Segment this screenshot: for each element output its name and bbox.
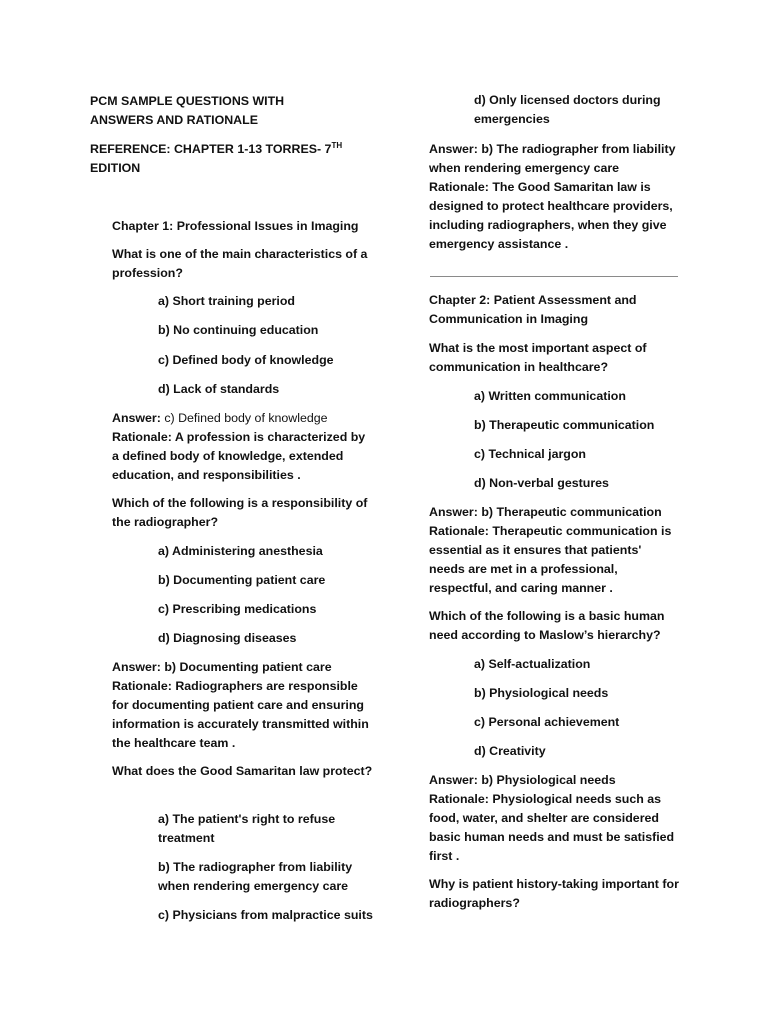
question-text: Why is patient history-taking important for radiographers? bbox=[429, 877, 679, 910]
option-a: a) Administering anesthesia bbox=[158, 544, 323, 558]
option-a: a) The patient's right to refuse treatment bbox=[158, 812, 336, 845]
option-a: a) Self-actualization bbox=[474, 657, 591, 671]
rationale-text: Rationale: Physiological needs such as food, water, and shelter are considered basic human needs and must be satisfied first . bbox=[429, 792, 675, 863]
option-c: c) Physicians from malpractice suits bbox=[158, 908, 373, 922]
question-text: What is the most important aspect of communication in healthcare? bbox=[429, 341, 647, 374]
option-c: c) Technical jargon bbox=[474, 447, 586, 461]
answer-line bbox=[112, 409, 374, 428]
option-c: c) Personal achievement bbox=[474, 715, 620, 729]
option-c: c) Prescribing medications bbox=[158, 602, 317, 616]
question-text: What is one of the main characteristics of a profession? bbox=[112, 247, 368, 280]
rationale-text: Rationale: The Good Samaritan law is designed to protect healthcare providers, including radiographers, when they give emergency assistance . bbox=[429, 180, 673, 251]
reference-suffix: EDITION bbox=[90, 161, 141, 175]
option-c: c) Defined body of knowledge bbox=[158, 353, 334, 367]
option-d: d) Only licensed doctors during emergencies bbox=[474, 93, 661, 126]
answer-line: Answer: b) Documenting patient care bbox=[112, 660, 332, 674]
option-a: a) Written communication bbox=[474, 389, 626, 403]
rationale-text: Rationale: Radiographers are responsible for documenting patient care and ensuring information is accurately transmitted within the healthcare team . bbox=[112, 679, 369, 750]
answer-label: Answer: bbox=[112, 411, 165, 425]
section-divider bbox=[430, 276, 678, 277]
option-d: d) Diagnosing diseases bbox=[158, 631, 297, 645]
question-text: Which of the following is a responsibility of the radiographer? bbox=[112, 496, 368, 529]
option-b: b) No continuing education bbox=[158, 323, 319, 337]
question-text: What does the Good Samaritan law protect? bbox=[112, 764, 373, 778]
option-d: d) Creativity bbox=[474, 744, 546, 758]
reference-prefix: REFERENCE: CHAPTER 1-13 TORRES- 7 bbox=[90, 142, 332, 156]
option-b: b) Documenting patient care bbox=[158, 573, 326, 587]
rationale-text: Rationale: Therapeutic communication is essential as it ensures that patients' needs are met in a professional, respectful, and caring manner . bbox=[429, 524, 672, 595]
chapter2-heading: Chapter 2: Patient Assessment and Communication in Imaging bbox=[429, 293, 637, 326]
reference-superscript: TH bbox=[331, 141, 343, 150]
option-b: b) Therapeutic communication bbox=[474, 418, 655, 432]
reference-line bbox=[90, 140, 350, 178]
answer-text: c) Defined body of knowledge bbox=[164, 411, 328, 425]
chapter1-heading: Chapter 1: Professional Issues in Imaging bbox=[112, 219, 359, 233]
document-title: PCM SAMPLE QUESTIONS WITH ANSWERS AND RATIONALE bbox=[90, 94, 285, 127]
option-a: a) Short training period bbox=[158, 294, 295, 308]
option-b: b) Physiological needs bbox=[474, 686, 609, 700]
answer-line: Answer: b) Therapeutic communication bbox=[429, 505, 662, 519]
answer-line: Answer: b) Physiological needs bbox=[429, 773, 616, 787]
answer-line: Answer: b) The radiographer from liability when rendering emergency care bbox=[429, 142, 676, 175]
option-b: b) The radiographer from liability when rendering emergency care bbox=[158, 860, 353, 893]
rationale-text: Rationale: A profession is characterized by a defined body of knowledge, extended education, and responsibilities . bbox=[112, 430, 366, 482]
option-d: d) Non-verbal gestures bbox=[474, 476, 609, 490]
option-d: d) Lack of standards bbox=[158, 382, 280, 396]
question-text: Which of the following is a basic human need according to Maslow’s hierarchy? bbox=[429, 609, 665, 642]
